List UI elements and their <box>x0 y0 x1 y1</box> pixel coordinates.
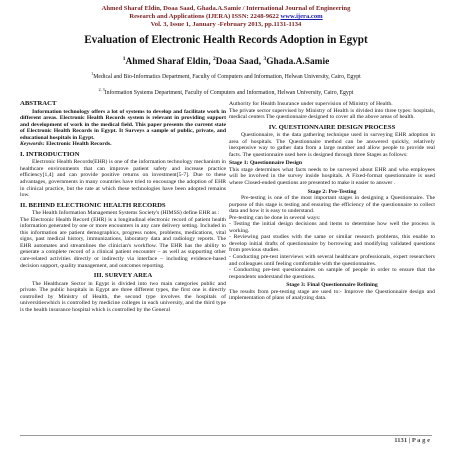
stage1-heading: Stage 1: Questionnaire Design <box>229 160 303 167</box>
survey-continued-1: Authority for Health Insurance under supervision of Ministry of Health. <box>229 101 393 107</box>
page-number: 1131 | P a g e <box>394 437 430 444</box>
intro-body: Electronic Health Records(EHR) is one of the information technology mechanism in healthcare environments that can improve patient safety and increase practice efficiency[1,4] and can provide positive returns on investment[5-7]. Due to these advantages, governments in many countries have tried to encourage the adoption of EHR in clinical practice, but the rate at which these technologies have been adopted remains low. <box>20 159 226 199</box>
journal-header <box>20 5 432 29</box>
stage2-item-4: - Conducting pre-test questionnaires on sample of people in order to ensure that the respondents understand the questions. <box>229 267 435 280</box>
affiliation-1 <box>18 70 434 81</box>
journal-header-line2 <box>20 13 432 21</box>
right-column <box>229 101 435 302</box>
behind-body-2: The Electronic Health Record (EHR) is a longitudinal electronic record of patient health information generated by one or more encounters in any care delivery setting. Included in this information are patient demographics, progress notes, problems, medications, vital signs, past medical history, immunizations, laboratory data and radiology reports. The EHR automates and streamlines the clinician's workflow. The EHR has the ability to generate a complete record of a clinical patient encounter – as well as supporting other care-related activities directly or indirectly via interface – including evidence-based decision support, quality management, and outcomes reporting. <box>20 216 226 269</box>
author-1-sup: 1 <box>122 56 126 62</box>
stage2-item-1: - Testing the initial design decisions and items to determine how well the process is working. <box>229 221 435 234</box>
abstract-body: Information technology offers a lot of systems to develop and facilitate work in different areas. Electronic Health Records system is relevant in providing support and development of work in the medical field. This paper presents the current state of Electronic Health Records in Egypt. It Surveys a sample of public, private, and educational hospitals in Egypt. <box>20 108 226 141</box>
keywords-label: Keywords: <box>20 141 45 148</box>
stage2-item-2: - Reviewing past studies with the same or similar research problems, this enable to develop initial drafts of questionnaire by borrowing and modifying validated questions from previous studies. <box>229 234 435 254</box>
behind-body-1: The Health Information Management Systems Society's (HIMSS) define EHR as : <box>32 210 220 217</box>
stage3-heading: Stage 3: Final Questionnaire Refining <box>286 282 378 289</box>
questionnaire-heading: IV. QUESTIONNAIRE DESIGN PROCESS <box>268 123 396 131</box>
author-2: Doaa Saad, <box>215 57 264 68</box>
survey-continued-2: The private sector supervised by Ministry of Health is divided into three types: hospitals, medical centers The questionnaire designed to cover all the above areas of health. <box>229 107 435 121</box>
behind-heading: II. BEHIND ELECTRONIC HEALTH RECORDS <box>20 201 166 209</box>
stage3-body: The results from pre-testing stage are used to:- Improve the Questionnaire design and implementation of plans of analyzing data. <box>229 288 435 302</box>
author-2-sup: 2 <box>213 56 216 62</box>
stage2-item-3: - Conducting pre-test interviews with several healthcare professionals, expert researchers and colleagues until feeling comfortable with the questionnaires. <box>229 254 435 267</box>
author-3-sup: 3 <box>263 56 267 62</box>
author-3: Ghada.A.Samie <box>266 57 330 68</box>
journal-issn: Research and Applications (IJERA) ISSN: 2248-9622 <box>129 13 281 20</box>
footer-rule <box>20 435 432 436</box>
intro-heading: I. INTRODUCTION <box>20 150 80 158</box>
journal-header-line1: Ahmed Sharaf Eldin, Doaa Saad, Ghada.A.Samie / International Journal of Engineering <box>101 5 351 12</box>
questionnaire-body: Questionnaire, is the data gathering technique used in surveying EHR adoption in area of hospitals. The Questionnaire method can be answered quickly, relatively inexpensive way to gather data from a large number and allow people to provide real facts. The questionnaire used here is designed through three Stages as follows: <box>229 132 435 158</box>
stage1-body: This stage determines what facts needs to be surveyed about EHR and who employees will be involved in the survey inside hospitals. A Fixed-format questionnaire is used where Closed-ended questions are presented to make it easier to answer . <box>229 166 435 187</box>
survey-body: The Healthcare Sector in Egypt is divided into two main categories public and private. The public hospitals in Egypt are three different types, the first one is directly controlled by Ministry of Health, the second type involves the hospitals of universitieswhich is controlled by medicine colleges in each university, and the third type is the health insurance hospital which is controlled by the General <box>20 280 226 313</box>
affiliation-1-sup: 1 <box>91 71 94 76</box>
keywords-value: Electronic Health Records. <box>44 141 112 148</box>
author-1: Ahmed Sharaf Eldin, <box>125 57 214 68</box>
left-column <box>20 101 226 313</box>
affiliation-2 <box>18 86 434 97</box>
affiliation-1-text: Medical and Bio-Informatics Department, Faculty of Computers and Information, Helwan University, Cairo, Egypt <box>93 73 361 80</box>
keywords <box>20 141 226 148</box>
stage2-heading: Stage 2: Pre-Testing <box>307 188 357 195</box>
abstract-heading: ABSTRACT <box>20 100 57 107</box>
stage2-body: Pre-testing is one of the most important stages in designing a Questionnaire. The purpose of this stage is testing and ensuring the efficiency of the questionnaire to collect data and how it is easy to understand. <box>229 195 435 215</box>
author-list <box>10 56 442 67</box>
affiliation-2-sup: 2, 3 <box>98 87 105 92</box>
paper-title: Evaluation of Electronic Health Records Adoption in Egypt <box>84 34 368 46</box>
journal-link[interactable]: www.ijera.com <box>280 13 323 20</box>
survey-heading: III. SURVEY AREA <box>93 272 153 280</box>
journal-header-line3: Vol. 3, Issue 1, January -February 2013, pp.1131-1134 <box>150 21 302 28</box>
affiliation-2-text: Information Systems Department, Faculty of Computers and Information, Helwan University, Cairo, Egypt <box>104 89 354 96</box>
stage2-body-2: Pre-testing can be done in several ways: <box>229 214 321 221</box>
